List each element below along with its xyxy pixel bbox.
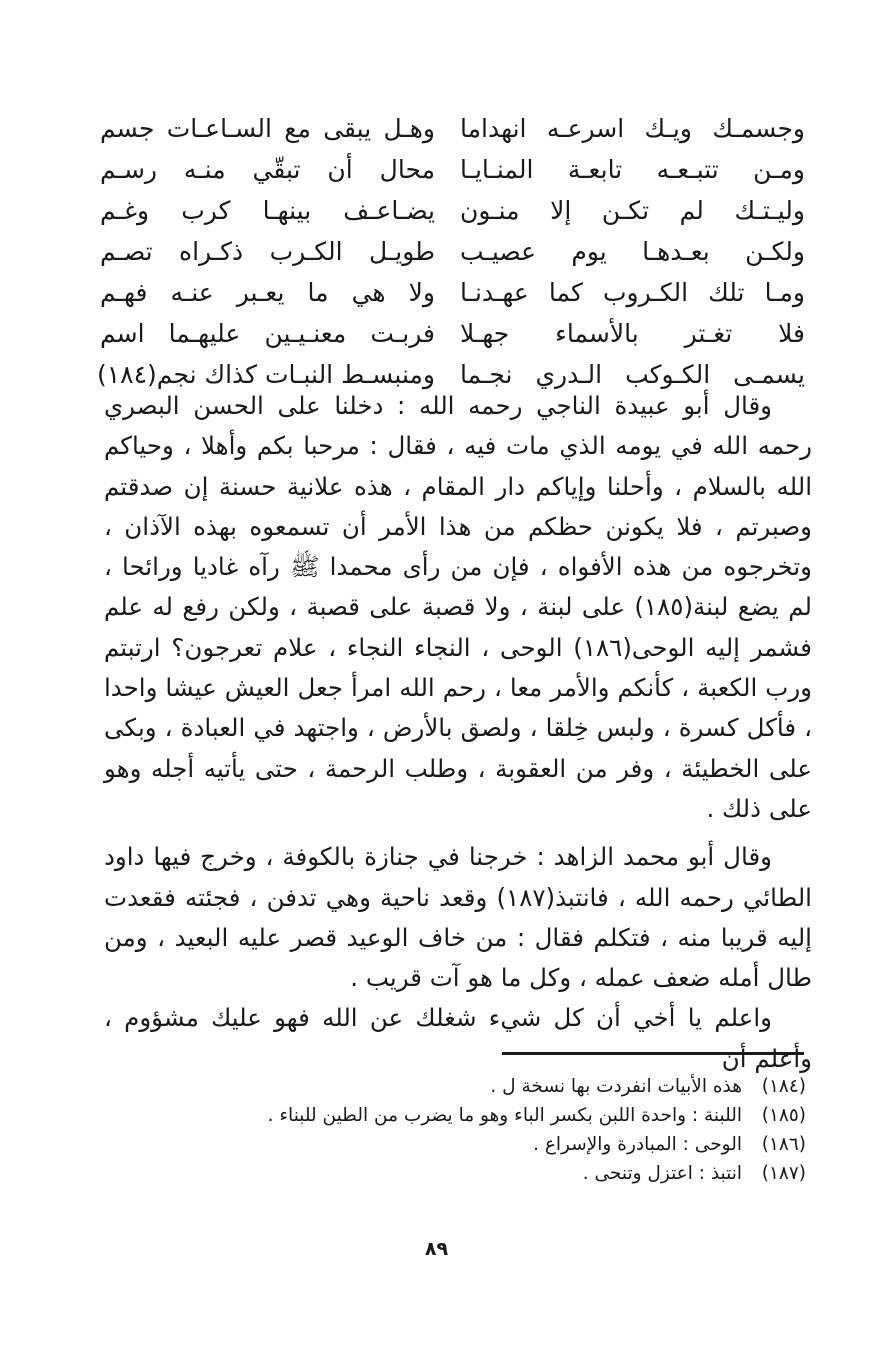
body-text	[104, 386, 812, 1079]
poem-verse	[100, 190, 805, 231]
poem-hemistich-first: ومـن تتبـعـه تابعـة المنـايـا	[460, 155, 805, 184]
footnote-text: الوحى : المبادرة والإسراع .	[533, 1134, 742, 1155]
footnote-separator	[502, 1052, 804, 1055]
paragraph: وقال أبو عبيدة الناجي رحمه الله : دخلنا على الحسن البصري رحمه الله في يومه الذي مات فيه ، فقال : مرحبا بكم وأهلا ، وحياكم الله بالسلام ، وأحلنا وإياكم دار المقام ، هذه علانية حسنة إن صدقتم وصبرتم ، فلا يكونن حظكم من هذا الأمر أن تسمعوه بهذه الآذان ، وتخرجوه من هذه الأفواه ، فإن من رأى محمدا ﷺ رآه غاديا ورائحا ، لم يضع لبنة(١٨٥) على لبنة ، ولا قصبة على قصبة ، ولكن رفع له علم فشمر إليه الوحى(١٨٦) الوحى ، النجاء النجاء ، علام تعرجون؟ ارتبتم ورب الكعبة ، كأنكم والأمر معا ، رحم الله امرأ جعل العيش عيشا واحدا ، فأكل كسرة ، ولبس خِلقا ، ولصق بالأرض ، واجتهد في العبادة ، وبكى على الخطيئة ، وفر من العقوبة ، وطلب الرحمة ، حتى يأتيه أجله وهو على ذلك .	[104, 391, 812, 823]
footnote-number: (١٨٧)	[761, 1163, 806, 1184]
poem-verse	[100, 149, 805, 190]
paragraph: واعلم يا أخي أن كل شيء شغلك عن الله فهو عليك مشؤوم ، وأعلم أن	[104, 1003, 812, 1073]
poem-hemistich-second: ولا هي ما يعـبر عنـه فهـم	[100, 278, 435, 307]
footnote	[230, 1101, 806, 1130]
poem-hemistich-second: ومنبسـط النبـات كذاك نجم(١٨٤)	[96, 360, 435, 389]
footnote	[230, 1159, 806, 1188]
footnote	[230, 1130, 806, 1159]
poem-verse	[100, 231, 805, 272]
footnote-number: (١٨٦)	[761, 1134, 806, 1155]
poem-verse	[100, 108, 805, 149]
poem-hemistich-first: ومـا تلك الكـروب كما عهـدنـا	[460, 278, 805, 307]
poem-hemistich-second: طويـل الكـرب ذكـراه تصـم	[100, 237, 435, 266]
paragraph: وقال أبو محمد الزاهد : خرجنا في جنازة بالكوفة ، وخرج فيها داود الطائي رحمه الله ، فانتبذ(١٨٧) وقعد ناحية وهي تدفن ، فجئته فقعدت إليه قريبا منه ، فتكلم فقال : من خاف الوعيد قصر عليه البعيد ، ومن طال أمله ضعف عمله ، وكل ما هو آت قريب .	[104, 842, 812, 993]
footnote-text: اللبنة : واحدة اللبن بكسر الباء وهو ما يضرب من الطين للبناء .	[267, 1105, 742, 1126]
poem-verse	[100, 272, 805, 313]
footnote-text: انتبذ : اعتزل وتنحى .	[582, 1163, 742, 1184]
poem-hemistich-second: محال أن تبقّي منـه رسـم	[100, 155, 435, 184]
poem-hemistich-first: ولكـن بعـدهـا يوم عصيـب	[460, 237, 805, 266]
poem-hemistich-second: وهـل يبقى مع السـاعـات جسم	[100, 114, 435, 143]
poem-hemistich-second: فربـت معنـيـين عليهـما اسم	[100, 319, 435, 348]
poem-verse	[100, 313, 805, 354]
poem-hemistich-first: يسمـى الكـوكب الـدري نجـما	[460, 360, 805, 389]
footnotes	[230, 1072, 806, 1188]
footnote-number: (١٨٥)	[761, 1105, 806, 1126]
footnote	[230, 1072, 806, 1101]
poem-hemistich-first: وجسمـك ويـك اسرعـه انهداما	[460, 114, 805, 143]
page-number: ٨٩	[424, 1238, 449, 1260]
poem-hemistich-first: فلا تغـتر بالأسماء جهـلا	[460, 319, 805, 348]
footnote-number: (١٨٤)	[761, 1076, 806, 1097]
footnote-text: هذه الأبيات انفردت بها نسخة ل .	[490, 1076, 742, 1097]
poem-hemistich-second: يضـاعـف بينهـا كرب وغـم	[100, 196, 435, 225]
poem	[96, 108, 805, 395]
poem-hemistich-first: وليـتـك لم تكـن إلا منـون	[460, 196, 805, 225]
